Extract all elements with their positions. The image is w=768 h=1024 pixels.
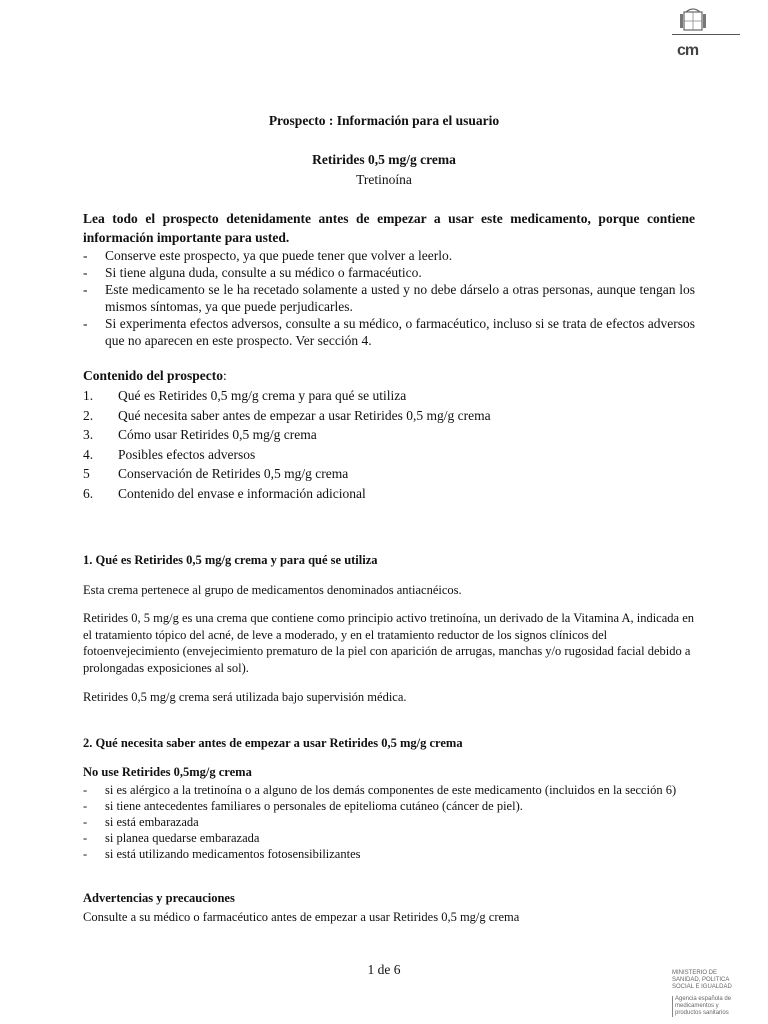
header-divider <box>672 34 740 35</box>
toc-item: 2. Qué necesita saber antes de empezar a usar Retirides 0,5 mg/g crema <box>83 407 491 423</box>
intro-warning: Lea todo el prospecto detenidamente antes de empezar a usar este medicamento, porque contiene información importante para usted. <box>83 211 695 245</box>
toc-item: 5 Conservación de Retirides 0,5 mg/g crema <box>83 466 349 481</box>
page-number: 1 de 6 <box>367 962 401 977</box>
list-item: - Si experimenta efectos adversos, consulte a su médico, o farmacéutico, incluso si se trata de efectos adversos que no aparecen en este prospecto. Ver sección 4. <box>83 316 695 348</box>
toc-item: 4. Posibles efectos adversos <box>83 446 256 462</box>
list-item: - si tiene antecedentes familiares o personales de epitelioma cutáneo (cáncer de piel). <box>83 799 523 813</box>
contents-list <box>83 386 695 503</box>
list-item: - si está embarazada <box>83 815 199 829</box>
ministry-label: MINISTERIO DE SANIDAD, POLITICA SOCIAL E IGUALDAD <box>672 970 732 990</box>
section-1-paragraph: Retirides 0,5 mg/g crema será utilizada bajo supervisión médica. <box>83 690 407 704</box>
section-1-heading: 1. Qué es Retirides 0,5 mg/g crema y para qué se utiliza <box>83 553 378 567</box>
list-item: - si planea quedarse embarazada <box>83 831 260 845</box>
agency-logo: cm <box>677 42 699 59</box>
product-name: Retirides 0,5 mg/g crema <box>312 152 456 167</box>
intro-list <box>83 247 695 349</box>
no-use-heading: No use Retirides 0,5mg/g crema <box>83 765 252 779</box>
warnings-heading: Advertencias y precauciones <box>83 891 235 905</box>
list-item: - Este medicamento se le ha recetado solamente a usted y no debe dárselo a otras personas, aunque tengan los mismos síntomas, ya que puede perjudicarles. <box>83 282 695 314</box>
coat-of-arms-icon <box>676 6 710 34</box>
agency-label: Agencia española de medicamentos y productos sanitarios <box>672 996 745 1017</box>
active-ingredient: Tretinoína <box>356 172 412 187</box>
section-2-heading: 2. Qué necesita saber antes de empezar a usar Retirides 0,5 mg/g crema <box>83 736 463 750</box>
section-1-paragraph: Esta crema pertenece al grupo de medicamentos denominados antiacnéicos. <box>83 583 462 597</box>
contents-heading: Contenido del prospecto: <box>83 368 227 383</box>
list-item: - si está utilizando medicamentos fotosensibilizantes <box>83 847 361 861</box>
warnings-text: Consulte a su médico o farmacéutico antes de empezar a usar Retirides 0,5 mg/g crema <box>83 910 520 924</box>
section-1-paragraph: Retirides 0, 5 mg/g es una crema que contiene como principio activo tretinoína, un derivado de la Vitamina A, indicada en el tratamiento tópico del acné, de leve a moderado, y en el tratamiento reductor de los signos clínicos del fotoenvejecimiento (envejecimiento prematuro de la piel con aparición de arrugas, manchas y/o rugosidad facial debido a prolongadas exposiciones al sol). <box>83 611 694 675</box>
toc-item: 6. Contenido del envase e información adicional <box>83 485 366 501</box>
no-use-list <box>83 782 695 862</box>
document-title: Prospecto : Información para el usuario <box>268 113 500 128</box>
toc-item: 1. Qué es Retirides 0,5 mg/g crema y para qué se utiliza <box>83 388 407 403</box>
list-item: - si es alérgico a la tretinoína o a alguno de los demás componentes de este medicamento (incluidos en la sección 6) <box>83 783 677 797</box>
list-item: - Si tiene alguna duda, consulte a su médico o farmacéutico. <box>83 265 422 280</box>
list-item: - Conserve este prospecto, ya que puede tener que volver a leerlo. <box>83 248 453 263</box>
toc-item: 3. Cómo usar Retirides 0,5 mg/g crema <box>83 427 317 442</box>
